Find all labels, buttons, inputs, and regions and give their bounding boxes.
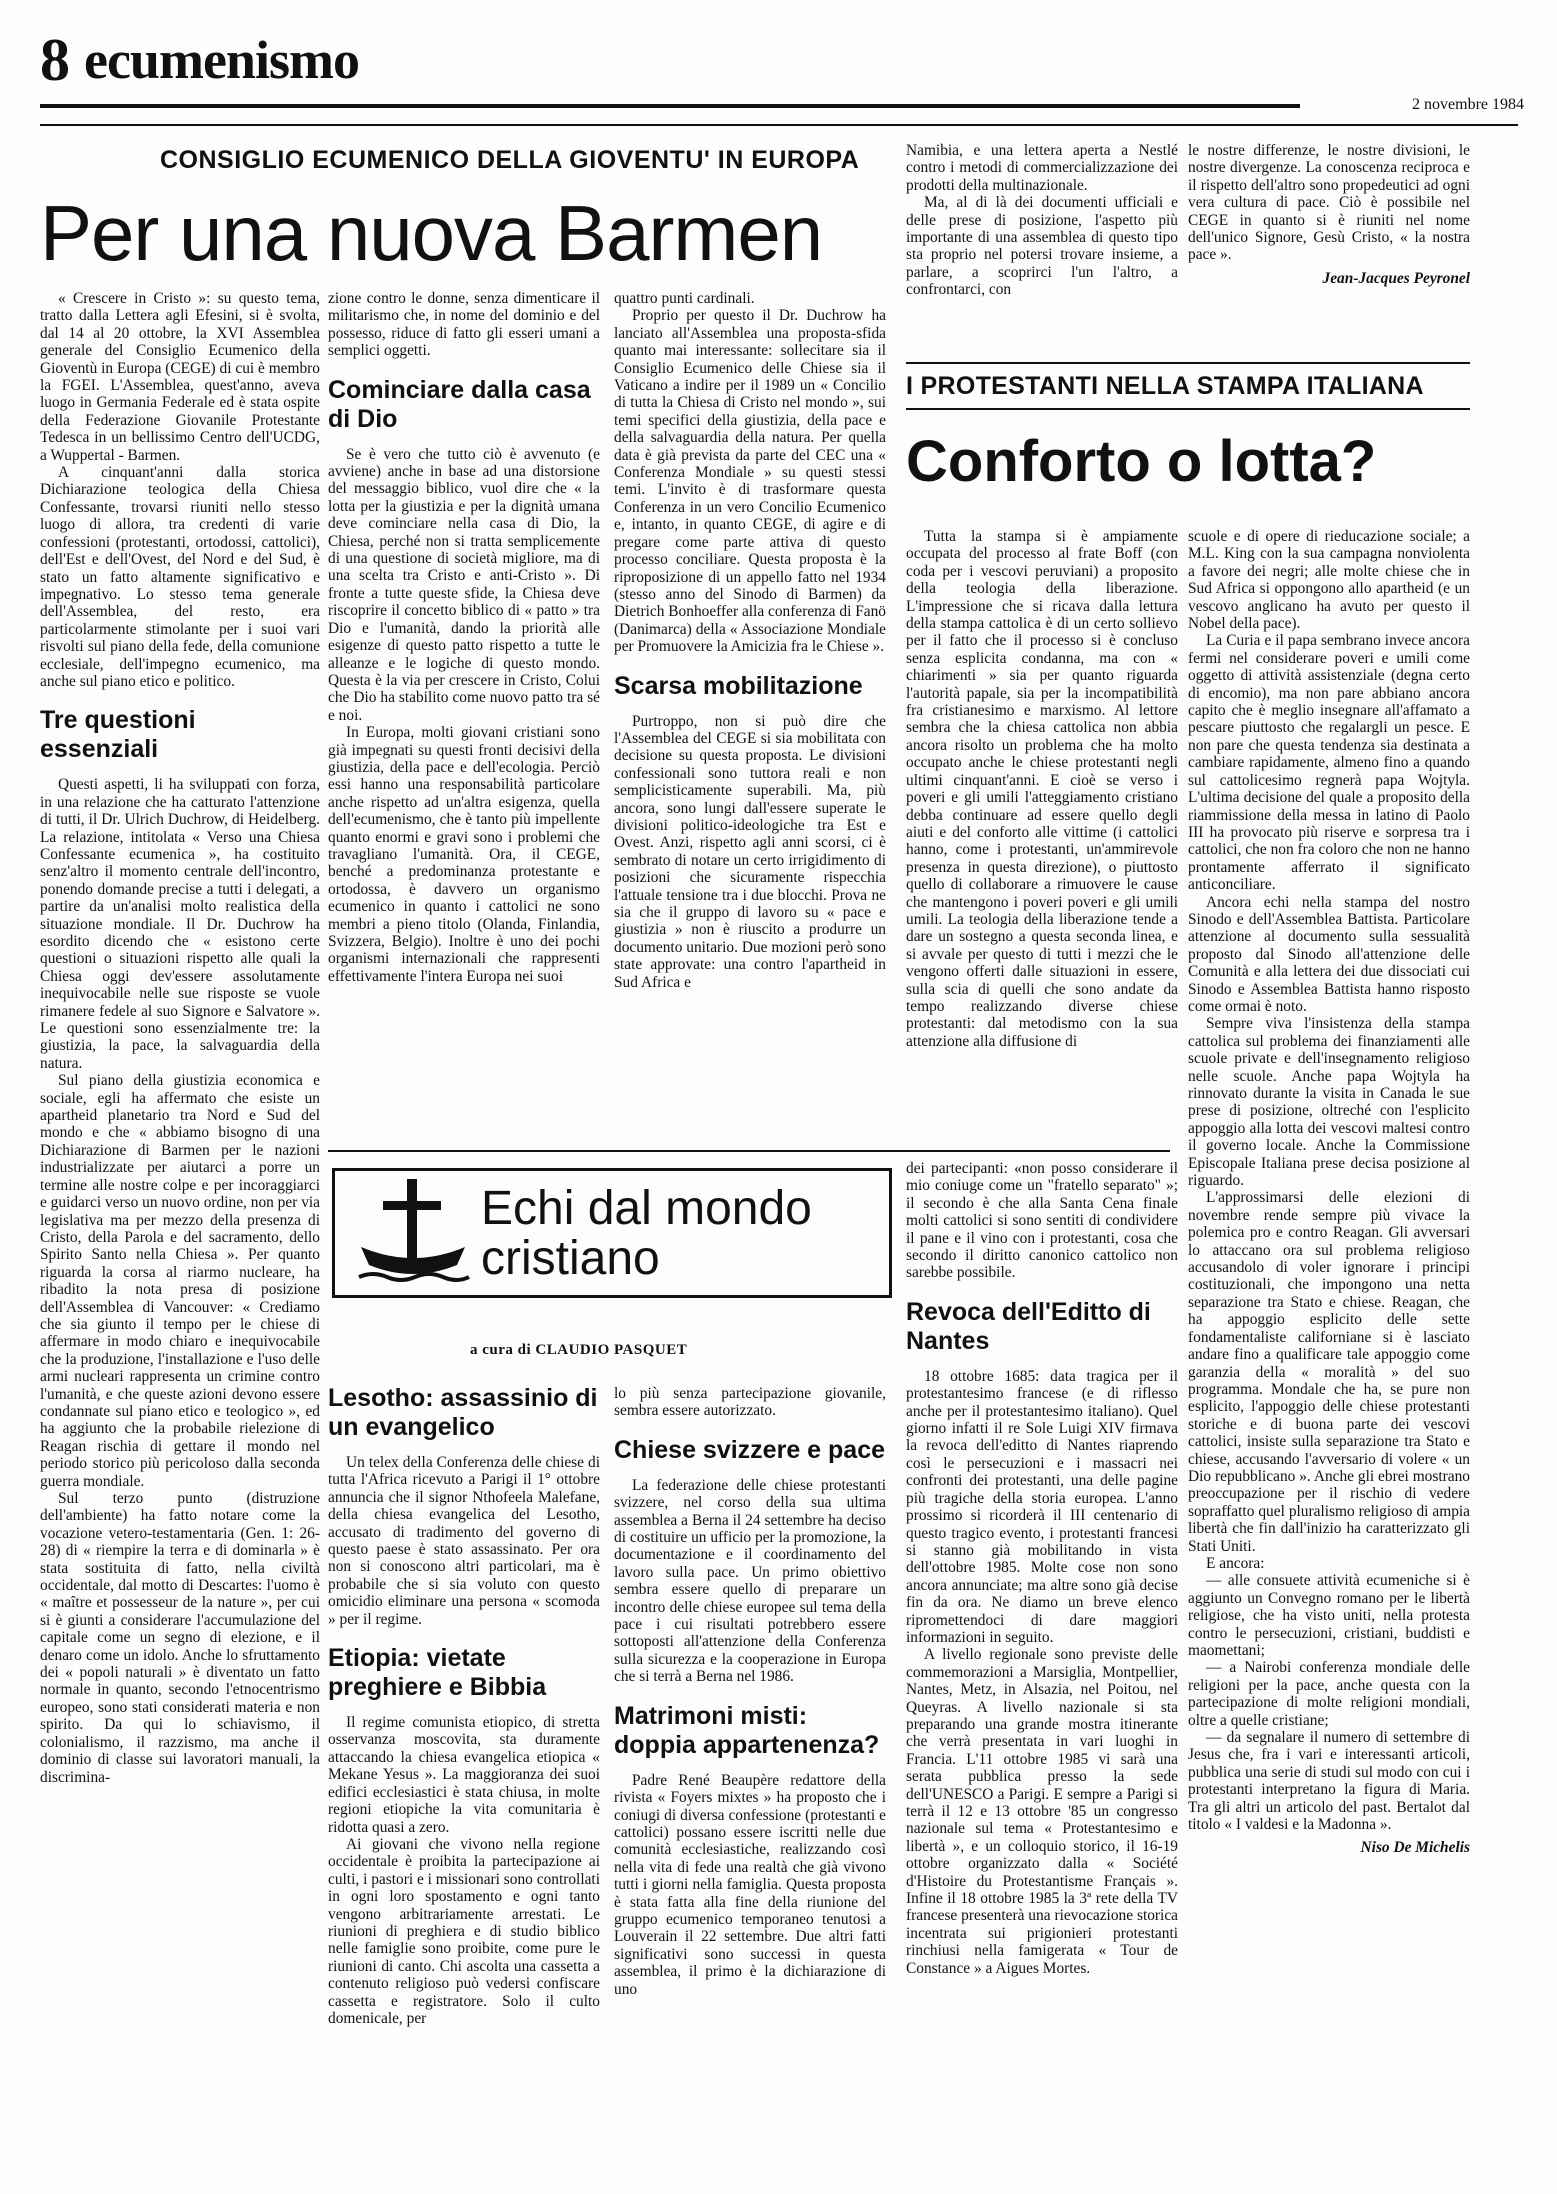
paragraph: Tutta la stampa si è ampiamente occupata del processo al frate Boff (con coda per i vescovi peruviani) a proposito della teologia della liberazione. L'impressione che si ricava dalla lettura della stampa cattolica è di un certo sollievo per il fatto che il processo si è concluso senza esplicita condanna, ma con « chiarimenti » sia per quanto riguarda l'autorità papale, sia per la incompatibilità fra cristianesimo e marxismo. Al lettore sembra che la chiesa cattolica non abbia ancora risolto un problema che ha molto occupato anche le chiese protestanti negli ultimi cinquant'anni. E cioè se verso i poveri e gli umili l'atteggiamento cristiano debba continuare ad essere quello degli aiuti e del conforto alle vittime (i cattolici hanno, come i protestanti, un'ammirevole presenza in questa direzione), o piuttosto quello di collaborare a rimuovere le cause che mantengono i poveri poveri e gli umili umili. La teologia della liberazione tende a dare un sostegno a questa seconda linea, e si avvale per questo di tutti i mezzi che le vengono offerti dalle situazioni in essere, sulla scia di quelli che sono andate da tempo realizzando diverse chiese protestanti: dal metodismo con la sua attenzione alla diffusione di	[906, 528, 1178, 1050]
article2-column-2	[1188, 528, 1470, 2188]
section-title: ecumenismo	[84, 30, 359, 90]
article1-column-5	[1188, 142, 1470, 342]
cross-boat-icon	[353, 1173, 473, 1293]
article-title: Per una nuova Barmen	[40, 189, 823, 277]
paragraph: Proprio per questo il Dr. Duchrow ha lanciato all'Assemblea una proposta-sfida quanto mai interessante: sollecitare sia il Consiglio Ecumenico delle Chiese sia il Vaticano a indire per il 1989 un « Concilio di tutta la Chiesa di Cristo nel mondo », sui temi specifici della giustizia, della pace e della salvaguardia della natura. Per quella data è già prevista da parte del CEC una « Conferenza Mondiale » su questi stessi temi. L'invito è di trasformare questa Conferenza in un vero Concilio Ecumenico e, intanto, in quanto CEGE, di agire e di pregare come parte attiva di questo processo conciliare. Questa proposta è la riproposizione di un appello fatto nel 1934 (stesso anno del Sinodo di Barmen) da Dietrich Bonhoeffer alla conferenza di Fanö (Danimarca) della « Associazione Mondiale per Promuovere la Amicizia fra le Chiese ».	[614, 307, 886, 656]
echi-top-rule	[328, 1150, 1170, 1152]
news-headline-nantes: Revoca dell'Editto di Nantes	[906, 1297, 1151, 1355]
paragraph: La Curia e il papa sembrano invece ancora fermi nel considerare poveri e umili come oggetto di attività assistenziale (degna certo di encomio), ma non pare abbiano ancora capito che è meglio insegnare all'affamato a pescare piuttosto che regalargli un pesce. E non pare che questa tendenza sia destinata a cambiare rapidamente, almeno fino a quando sul cattolicesimo regnerà papa Wojtyla. L'ultima decisione del quale a proposito della riammissione della messa in latino di Paolo III ha provocato più riserve e sorpresa tra i cattolici, che non fra coloro che non ne hanno prontamente afferrato il significato anticonciliare.	[1188, 632, 1470, 894]
header-rule-thick	[40, 104, 1518, 108]
echi-column-3	[906, 1160, 1178, 2188]
paragraph: le nostre differenze, le nostre divisioni, le nostre divergenze. La conoscenza reciproca e il rispetto dell'altro sono propedeutici ad ogni vera cultura di pace. Ciò è possibile nel CEGE in quanto si è riuniti nel nome dell'unico Signore, Gesù Cristo, « la nostra pace ».	[1188, 142, 1470, 264]
article1-column-1	[40, 290, 320, 2185]
paragraph: — da segnalare il numero di settembre di Jesus che, fra i vari e interessanti articoli, pubblica una serie di studi sul modo con cui i protestanti interpretano la figura di Maria. Tra gli altri un articolo del past. Bertalot dal titolo « I valdesi e la Madonna ».	[1188, 1729, 1470, 1834]
paragraph: Padre René Beaupère redattore della rivista « Foyers mixtes » ha proposto che i coniugi di diversa confessione (protestanti e cattolici) possano essere iscritti nelle due comunità ecclesiastiche, realizzando così nella vita di fede una realtà che già vivono tutti i giorni nella famiglia. Questa proposta è stata fatta alla fine della riunione del gruppo ecumenico temporaneo tenutosi a Louverain il 22 settembre. Due altri fatti significativi sono successi in questa assemblea, il primo è la dichiarazione di uno	[614, 1771, 886, 1998]
echi-column-1	[328, 1378, 600, 2188]
paragraph: Purtroppo, non si può dire che l'Assemblea del CEGE si sia mobilitata con decisione su questa proposta. Le divisioni confessionali sono tuttora reali e non semplicisticamente superabili. Ma, più ancora, sono lungi dall'essere superate le divisioni politico-ideologiche tra Est e Ovest. Anzi, rispetto agli anni scorsi, ci è sembrato di notare un certo irrigidimento di posizioni che sicuramente rispecchia l'attuale tensione tra i due blocchi. Prova ne sia che il gruppo di lavoro su « pace e giustizia » non è riuscito a produrre un documento unitario. Due mozioni però sono state approvate: una contro l'apartheid in Sud Africa e	[614, 712, 886, 991]
paragraph: quattro punti cardinali.	[614, 290, 755, 307]
paragraph: L'approssimarsi delle elezioni di novembre rende sempre più vivace la polemica pro e contro Reagan. Gli avversari lo attaccano ora sul problema religioso accusandolo di voler ignorare i principi costituzionali, che impongono una netta separazione tra Stato e chiese. Reagan, che ha appoggio esplicito delle sette fondamentaliste californiane si è lasciato andare fino a qualificare tale appoggio come garanzia della « moralità » del suo programma. Mondale che ha, se pure non esplicito, l'appoggio delle chiese protestanti storiche e di buona parte dei vescovi cattolici, insiste sulla separazione tra Stato e chiese, accusando l'avversario di volere « un Dio repubblicano ». Anche gli ebrei mostrano preoccupazione per il rischio di vedere sopraffatto quel pluralismo religioso di ampia libertà che fin dall'inizio ha caratterizzato gli Stati Uniti.	[1188, 1189, 1470, 1555]
echi-column-2	[614, 1385, 886, 2188]
paragraph: « Crescere in Cristo »: su questo tema, tratto dalla Lettera agli Efesini, si è svolta, dal 14 al 20 ottobre, la XVI Assemblea generale del Consiglio Ecumenico della Gioventù in Europa (CEGE) di cui è membro la FGEI. L'Assemblea, quest'anno, aveva luogo in Germania Federale ed è stata ospite della Federazione Giovanile Protestante Tedesca in un bellissimo Centro dell'UCDG, a Wuppertal - Barmen.	[40, 290, 320, 464]
subheading: Cominciare dalla casa di Dio	[328, 375, 591, 433]
header-rule-thin	[40, 124, 1518, 126]
paragraph: Sempre viva l'insistenza della stampa cattolica sul problema dei finanziamenti alle scuole private e dell'insegnamento religioso nelle scuole. Anche papa Wojtyla ha rinnovato durante la visita in Canada le sue prese di posizione, oltreché con l'esplicito appoggio alla lotta dei vescovi maltesi contro il governo locale. Anche la Commissione Episcopale Italiana prese decisa posizione al riguardo.	[1188, 1015, 1470, 1190]
subheading: Tre questioni essenziali	[40, 706, 196, 764]
echi-byline: a cura di CLAUDIO PASQUET	[470, 1342, 688, 1358]
page-number: 8	[40, 27, 70, 93]
article2-rule-bottom	[906, 408, 1470, 410]
news-headline-matrimoni: Matrimoni misti: doppia appartenenza?	[614, 1701, 880, 1759]
author-signature: Niso De Michelis	[1360, 1839, 1470, 1857]
paragraph: lo più senza partecipazione giovanile, sembra essere autorizzato.	[614, 1385, 886, 1420]
paragraph: zione contro le donne, senza dimenticare il militarismo che, in nome del dominio e del possesso, riduce di fatto gli esseri umani a semplici oggetti.	[328, 290, 600, 360]
article2-rule-top	[906, 362, 1470, 364]
paragraph: Namibia, e una lettera aperta a Nestlé contro i metodi di commercializzazione dei prodotti della multinazionale.	[906, 142, 1178, 194]
article1-column-2	[328, 290, 600, 1138]
echi-title-line-1: Echi dal mondo	[481, 1182, 812, 1235]
paragraph: Questi aspetti, li ha sviluppati con forza, in una relazione che ha catturato l'attenzione di tutti, il Dr. Ulrich Duchrow, di Heidelberg. La relazione, intitolata « Verso una Chiesa Confessante ecumenica », ha costituito senz'altro il momento centrale dell'incontro, ponendo domande precise a tutti i delegati, a partire da un'analisi molto realistica della situazione mondiale. Il Dr. Duchrow ha esordito dicendo che « esistono certe questioni o situazioni rispetto alle quali la Chiesa oggi dev'essere assolutamente inequivocabile nelle sue risposte se vuole rimanere fedele al suo Signore e Salvatore ». Le questioni sono essenzialmente tre: la giustizia, la pace, la salvaguardia della natura.	[40, 776, 320, 1072]
article1-column-4	[906, 142, 1178, 342]
news-headline-etiopia: Etiopia: vietate preghiere e Bibbia	[328, 1644, 547, 1702]
paragraph: Se è vero che tutto ciò è avvenuto (e avviene) anche in base ad una distorsione del messaggio biblico, vuol dire che « la lotta per la giustizia e per la dignità umana deve cominciare nella casa di Dio, la Chiesa, perché non si tratta semplicemente di una questione di società migliore, ma di una scelta tra Cristo e anti-Cristo ». Di fronte a tutte queste sfide, la Chiesa deve riscoprire il concetto biblico di « patto » tra Dio e l'umanità, dando la priorità alle esigenze di questo patto rispetto a tutte le alleanze e le logiche di questo mondo. Questa è la via per crescere in Cristo, Colui che Dio ha stabilito come nuovo patto tra sé e noi.	[328, 445, 600, 724]
paragraph: In Europa, molti giovani cristiani sono già impegnati su questi fronti decisivi della giustizia, della pace e dell'ecologia. Perciò essi hanno una responsabilità particolare anche rispetto ad un'altra esigenza, quella dell'ecumenismo, che è tanto più impellente quanto enormi e gravi sono i problemi che travagliano l'umanità. Ora, il CEGE, benché a predominanza protestante e ortodossa, è davvero un organismo ecumenico in quanto i cattolici ne sono membri a pieno titolo (Olanda, Finlandia, Svizzera, Belgio). Inoltre è uno dei pochi organismi internazionali che rappresenti effettivamente l'intera Europa nei suoi	[328, 724, 600, 985]
article2-title: Conforto o lotta?	[906, 429, 1377, 494]
article1-column-3	[614, 290, 886, 1138]
author-signature: Jean-Jacques Peyronel	[1322, 269, 1470, 287]
paragraph: — alle consuete attività ecumeniche si è aggiunto un Convegno romano per le libertà religiose, che ha visto uniti, nella protesta contro le persecuzioni, cristiani, buddisti e maomettani;	[1188, 1572, 1470, 1659]
article2-kicker: I PROTESTANTI NELLA STAMPA ITALIANA	[906, 372, 1424, 400]
paragraph: A livello regionale sono previste delle commemorazioni a Marsiglia, Montpellier, Nantes, Metz, in Alsazia, nel Poitou, nel Queyras. A livello nazionale si sta preparando una grande mostra itinerante che verrà presentata in vari luoghi in Francia. L'11 ottobre 1985 vi sarà una serata pubblica presso la sede dell'UNESCO a Parigi. E sempre a Parigi si terrà il 12 e 13 ottobre '85 un congresso nazionale sul tema « Protestantesimo e libertà », e un colloquio storico, il 16-19 ottobre organizzato dalla « Société d'Histoire du Protestantisme Français ». Infine il 18 ottobre 1985 la 3ª rete della TV francese presenterà una rievocazione storica incentrata sui prigionieri protestanti rinchiusi nella famigerata « Tour de Constance » a Aigues Mortes.	[906, 1646, 1178, 1977]
paragraph: Un telex della Conferenza delle chiese di tutta l'Africa ricevuto a Parigi il 1° ottobre annuncia che il signor Nthofeela Malefane, della chiesa evangelica del Lesotho, accusato di tradimento del governo di questo paese è stato assassinato. Per ora non si conoscono altri particolari, ma è probabile che si sia voluto con questo omicidio eliminare una persona « scomoda » per il regime.	[328, 1454, 600, 1628]
paragraph: — a Nairobi conferenza mondiale delle religioni per la pace, anche questa con la partecipazione di molte religioni mondiali, oltre a quelle cristiane;	[1188, 1659, 1470, 1729]
subheading: Scarsa mobilitazione	[614, 671, 863, 700]
echi-header-box	[332, 1168, 892, 1298]
article2-column-1	[906, 528, 1178, 1138]
paragraph: E ancora:	[1206, 1554, 1265, 1572]
paragraph: scuole e di opere di rieducazione sociale; a M.L. King con la sua campagna nonviolenta a favore dei negri; alle molte chiese che in Sud Africa si oppongono allo apartheid (e un vescovo anglicano ha avuto per questo il Nobel della pace).	[1188, 528, 1470, 633]
paragraph: La federazione delle chiese protestanti svizzere, nel corso della sua ultima assemblea a Berna il 24 settembre ha deciso di costituire un ufficio per la promozione, la documentazione e il coordinamento del lavoro sulla pace. Un primo obiettivo sembra essere quello di preparare un incontro delle chiese europee sul tema della pace i cui risultati potrebbero essere sottoposti all'attenzione della Conferenza sulla sicurezza e la cooperazione in Europa che si terrà a Berna nel 1986.	[614, 1476, 886, 1686]
article-kicker: CONSIGLIO ECUMENICO DELLA GIOVENTU' IN EUROPA	[160, 146, 860, 174]
paragraph: Ma, al di là dei documenti ufficiali e delle prese di posizione, l'aspetto più importante di una assemblea di questo tipo sta proprio nel potersi trovare insieme, a parlare, a scoprirci l'un l'altro, a confrontarci, con	[906, 194, 1178, 299]
paragraph: dei partecipanti: «non posso considerare il mio coniuge come un "fratello separato" »; il secondo è che alla Santa Cena finale molti cattolici si sono sentiti di condividere il pane e il vino con i protestanti, cosa che secondo il diritto canonico cattolico non sarebbe possibile.	[906, 1160, 1178, 1282]
paragraph: Sul terzo punto (distruzione dell'ambiente) ha fatto notare come la vocazione vetero-testamentaria (Gen. 1: 26-28) di « riempire la terra e di dominarla » è stata sostituita di fatto, nella civiltà occidentale, dal motto di Descartes: l'uomo è « maître et possesseur de la nature », per cui si è giunti a considerare l'accumulazione del capitale come un segno di elezione, e il denaro come un idolo. Anche lo sfruttamento dei « popoli naturali » è diventato un fatto normale in quanto, secondo l'etnocentrismo europeo, sono stati considerati materia e non spirito. Da qui lo schiavismo, il colonialismo, il razzismo, ma anche il dominio di classe sui lavoratori manuali, la discrimina-	[40, 1490, 320, 1786]
paragraph: Ancora echi nella stampa del nostro Sinodo e dell'Assemblea Battista. Particolare attenzione al documento sulla sessualità proposto dal Sinodo all'attenzione delle Comunità e alla lettera dei due dissociati cui Sinodo e Assemblea Battista hanno risposto come ormai è noto.	[1188, 893, 1470, 1015]
news-headline-lesotho: Lesotho: assassinio di un evangelico	[328, 1384, 598, 1441]
paragraph: Ai giovani che vivono nella regione occidentale è proibita la partecipazione ai culti, i pastori e i missionari sono controllati in ogni loro spostamento e ogni tanto vengono arbitrariamente arrestati. Le riunioni di preghiera e di studio biblico nelle famiglie sono proibite, come pure le riunioni di canto. Chi ascolta una cassetta a contenuto religioso può vedersi confiscare cassetta e registratore. Solo il culto domenicale, per	[328, 1835, 600, 2027]
paragraph: Il regime comunista etiopico, di stretta osservanza moscovita, sta duramente attaccando la chiesa evangelica etiopica « Mekane Yesus ». La maggioranza dei suoi edifici ecclesiastici è stata chiusa, in molte regioni etiopiche la vita comunitaria è ridotta quasi a zero.	[328, 1714, 600, 1836]
issue-date: 2 novembre 1984	[1300, 96, 1524, 114]
news-headline-svizzere: Chiese svizzere e pace	[614, 1435, 885, 1464]
paragraph: A cinquant'anni dalla storica Dichiarazione teologica della Chiesa Confessante, trovarsi riuniti nello stesso luogo di allora, tra credenti di varie confessioni (protestanti, ortodossi, cattolici), dell'Est e dell'Ovest, del Nord e del Sud, è stato un fatto altamente significativo e impegnativo. Lo stesso tema generale dell'Assemblea, del resto, era particolarmente stimolante per i suoi vari risvolti sul piano della fede, della comunione ecclesiale, dell'impegno ecumenico, ma anche sul piano etico e politico.	[40, 464, 320, 690]
paragraph: 18 ottobre 1685: data tragica per il protestantesimo francese (e di riflesso anche per il protestantesimo italiano). Quel giorno infatti il re Sole Luigi XIV firmava la revoca dell'editto di Nantes riaprendo così le persecuzioni e i massacri nei confronti dei protestanti, una delle pagine più tragiche della storia europea. L'anno prossimo si ricorderà il III centenario di questo tragico evento, i protestanti francesi si stanno già mobilitando in vista dell'ottobre 1985. Molte cose non sono ancora annunciate; ma altre sono già decise fin da ora. Ne diamo un breve elenco ripromettendoci di dare maggiori informazioni in seguito.	[906, 1367, 1178, 1646]
paragraph: Sul piano della giustizia economica e sociale, egli ha affermato che esiste un apartheid planetario tra Nord e Sud del mondo e che « abbiamo bisogno di una Dichiarazione di Barmen per le nazioni industrializzate per aiutarci a porre un termine alle nostre colpe e per incoraggiarci e guidarci verso un nuovo ordine, non per via legislativa ma per mezzo della presenza di Cristo, della Parola e del sacramento, dello Spirito Santo nella Chiesa ». Per quanto riguarda la corsa al riarmo nucleare, ha ribadito la nota presa di posizione dell'Assemblea di Vancouver: « Crediamo che sia giunto il tempo per le chiese di affermare in modo chiaro e inequivocabile che la produzione, l'installazione e l'uso delle armi nucleari rappresenta un crimine contro l'umanità, e che queste azioni devono essere condannate sul piano etico e teologico », ed ha aggiunto che la probabile rielezione di Reagan rischia di gettare il mondo nel periodo storico più pericoloso dalla seconda guerra mondiale.	[40, 1072, 320, 1490]
echi-title-line-2: cristiano	[481, 1232, 660, 1285]
